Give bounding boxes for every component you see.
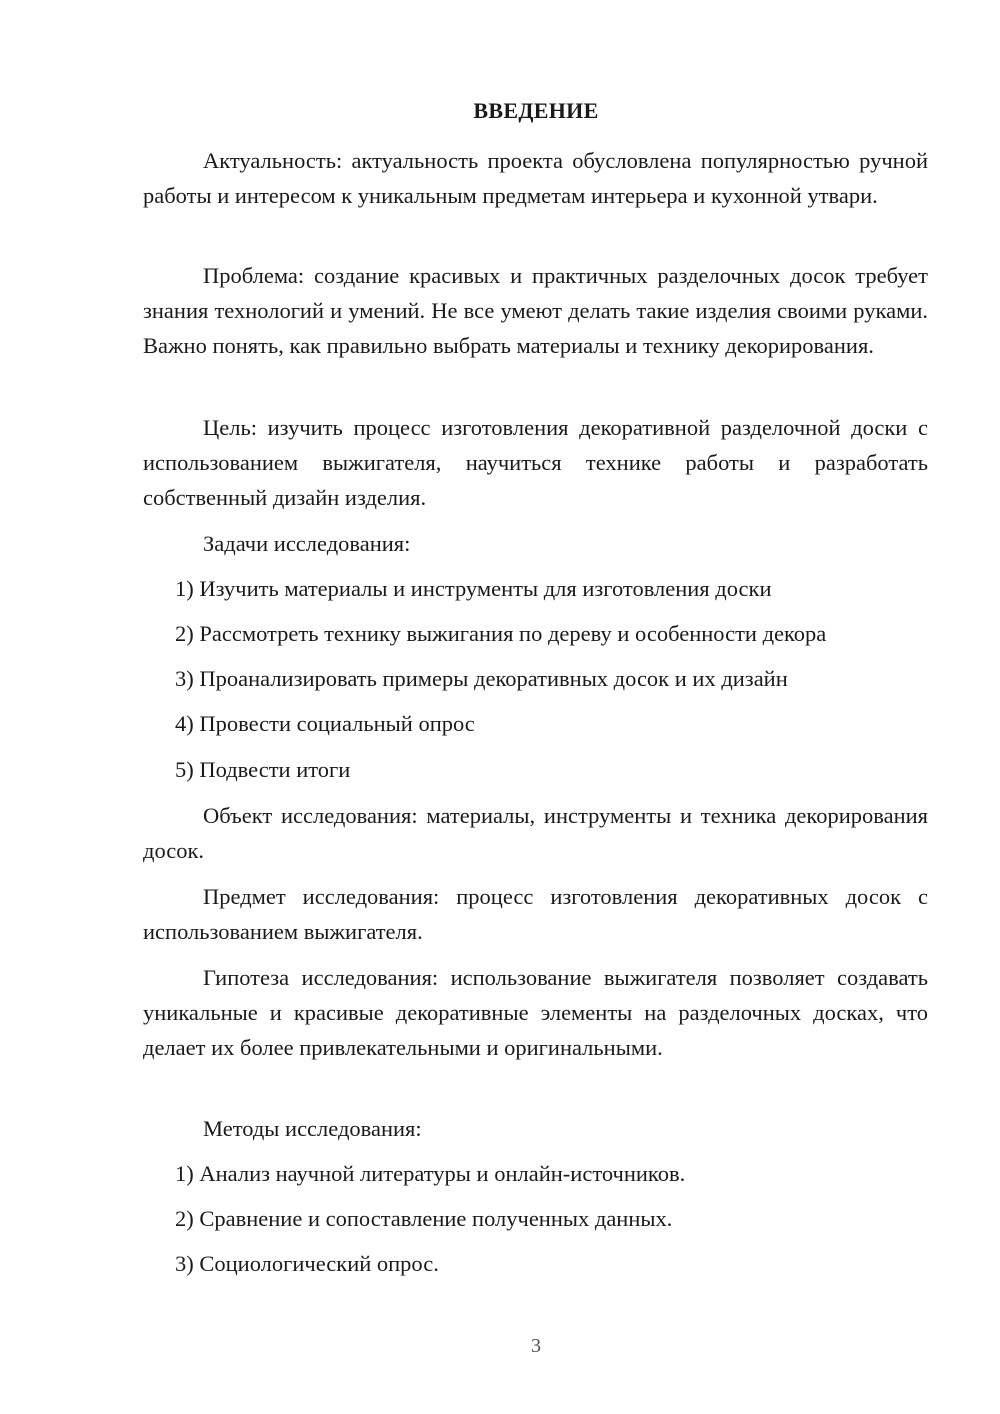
tasks-heading: Задачи исследования: [203,531,411,556]
task-item-3: 3) Проанализировать примеры декоративных досок и их дизайн [175,666,788,691]
goal-paragraph: Цель: изучить процесс изготовления декоративной разделочной доски с использованием выжигателя, научиться технике работы и разработать собственный дизайн изделия. [143,415,928,510]
task-item-5: 5) Подвести итоги [175,757,351,782]
subject-paragraph: Предмет исследования: процесс изготовления декоративных досок с использованием выжигателя. [143,884,928,944]
hypothesis-paragraph: Гипотеза исследования: использование выжигателя позволяет создавать уникальные и красивые декоративные элементы на разделочных досках, что делает их более привлекательными и оригинальными. [143,965,928,1060]
method-item-2: 2) Сравнение и сопоставление полученных данных. [175,1206,673,1231]
task-item-1: 1) Изучить материалы и инструменты для изготовления доски [175,576,772,601]
methods-heading: Методы исследования: [203,1116,422,1141]
task-item-4: 4) Провести социальный опрос [175,711,475,736]
task-item-2: 2) Рассмотреть технику выжигания по дереву и особенности декора [175,621,827,646]
page-title: ВВЕДЕНИЕ [473,98,599,123]
object-paragraph: Объект исследования: материалы, инструменты и техника декорирования досок. [143,803,928,863]
method-item-1: 1) Анализ научной литературы и онлайн-источников. [175,1161,686,1186]
problem-paragraph: Проблема: создание красивых и практичных разделочных досок требует знания технологий и умений. Не все умеют делать такие изделия своими руками. Важно понять, как правильно выбрать материалы и технику декорирования. [143,263,928,358]
relevance-paragraph: Актуальность: актуальность проекта обусловлена популярностью ручной работы и интересом к уникальным предметам интерьера и кухонной утвари. [143,148,928,208]
page-number: 3 [531,1335,541,1357]
method-item-3: 3) Социологический опрос. [175,1251,439,1276]
